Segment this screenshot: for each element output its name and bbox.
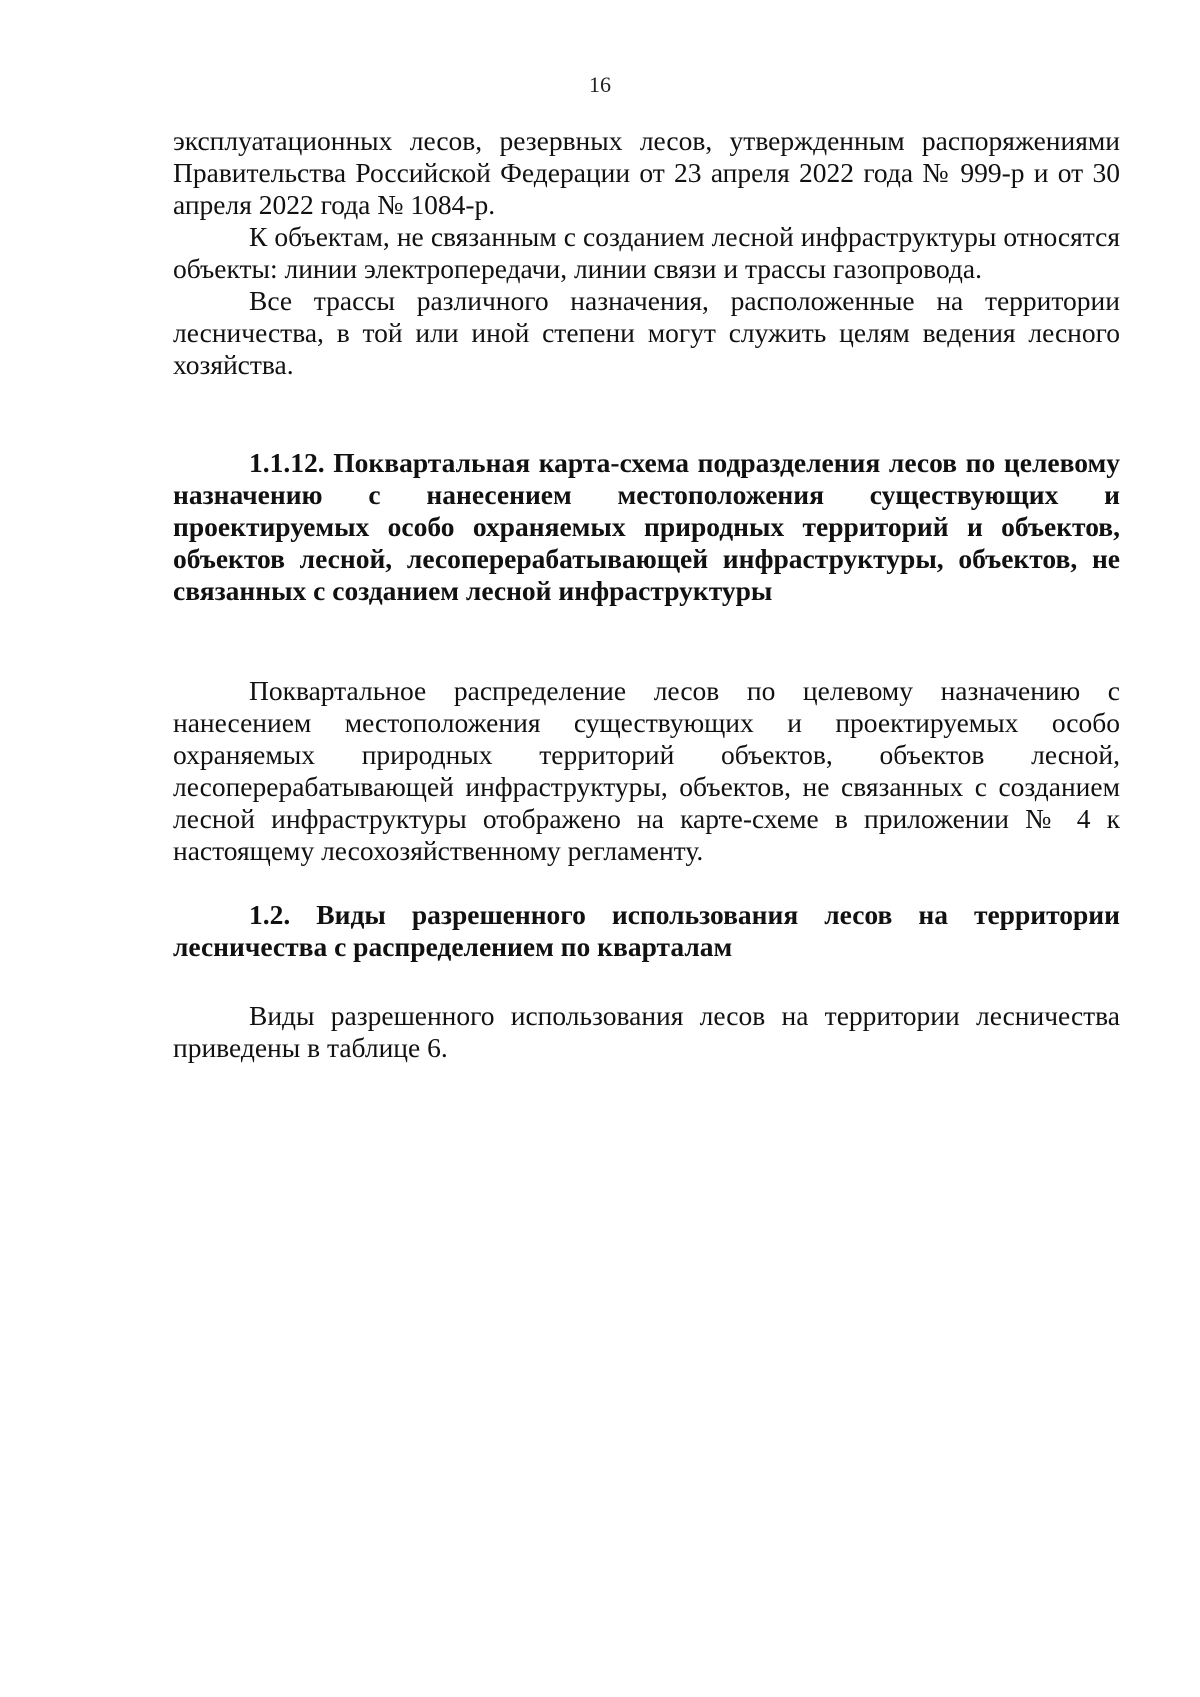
section-heading-1-1-12: 1.1.12. Поквартальная карта-схема подразделения лесов по целевому назначению с нанесением местоположения существующих и проектируемых особо охраняемых природных территорий и объектов, объектов лесной, лесоперерабатывающей инфраструктуры, объектов, не связанных с созданием лесной инфраструктуры: [173, 447, 1120, 606]
paragraph-permitted-use: Виды разрешенного использования лесов на территории лесничества приведены в таблице 6.: [173, 1000, 1120, 1063]
document-body: [173, 125, 1120, 1064]
paragraph-routes: Все трассы различного назначения, расположенные на территории лесничества, в той или иной степени могут служить целям ведения лесного хозяйства.: [173, 285, 1120, 380]
page-number: 16: [589, 72, 611, 97]
paragraph-continuation: эксплуатационных лесов, резервных лесов, утвержденным распоряжениями Правительства Российской Федерации от 23 апреля 2022 года № 999-р и от 30 апреля 2022 года № 1084-р.: [173, 125, 1120, 220]
paragraph-quarterly-map: Поквартальное распределение лесов по целевому назначению с нанесением местоположения существующих и проектируемых особо охраняемых природных территорий объектов, объектов лесной, лесоперерабатывающей инфраструктуры, объектов, не связанных с созданием лесной инфраструктуры отображено на карте-схеме в приложении № 4 к настоящему лесохозяйственному регламенту.: [173, 675, 1120, 866]
paragraph-non-infrastructure-objects: К объектам, не связанным с созданием лесной инфраструктуры относятся объекты: линии электропередачи, линии связи и трассы газопровода.: [173, 221, 1120, 284]
section-heading-1-2: 1.2. Виды разрешенного использования лесов на территории лесничества с распределением по кварталам: [173, 899, 1120, 962]
